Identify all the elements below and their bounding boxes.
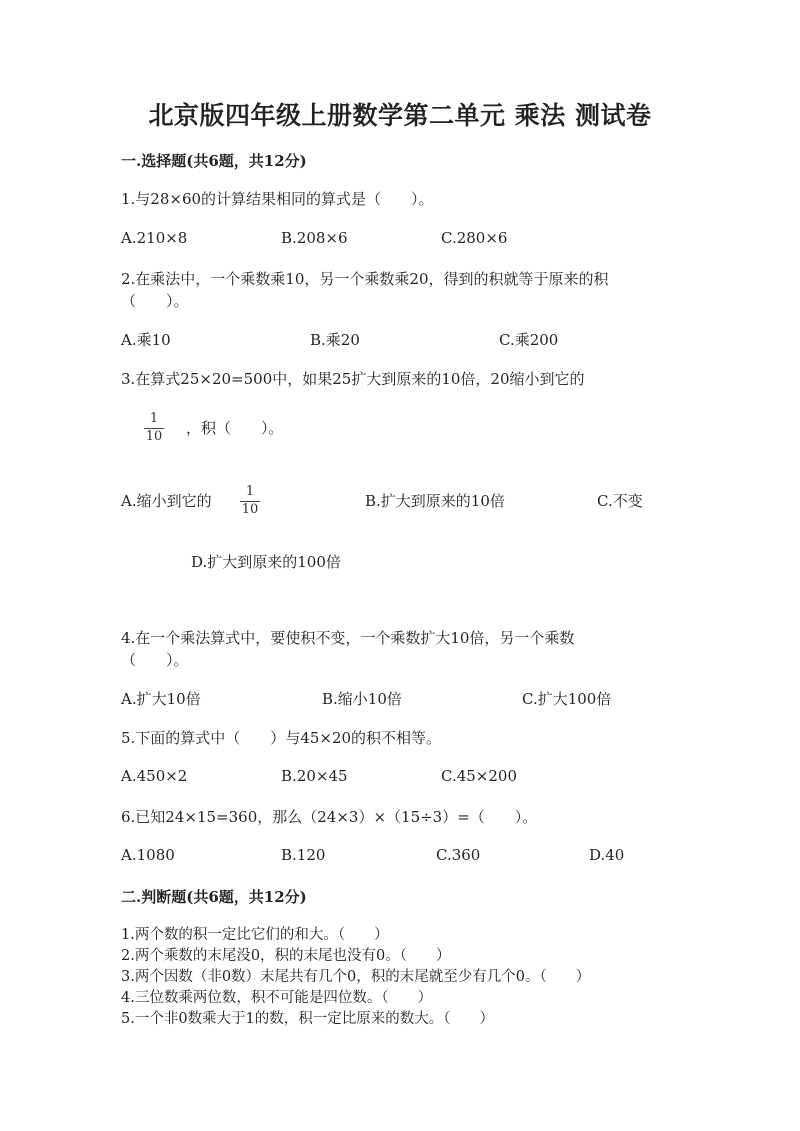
question-6-stem: 6.已知24×15=360，那么（24×3）×（15÷3）=（ ）。 xyxy=(121,808,538,826)
question-3-stem-line1: 3.在算式25×20=500中，如果25扩大到原来的10倍，20缩小到它的 xyxy=(121,370,585,388)
fraction-denominator: 10 xyxy=(145,429,163,444)
section-2-heading: 二.判断题(共6题，共12分) xyxy=(121,888,307,906)
question-3-option-a-fraction xyxy=(240,485,260,517)
question-4-stem-line2: （ ）。 xyxy=(121,651,189,669)
question-6-option-b[interactable]: B.120 xyxy=(281,846,326,864)
question-5-option-a[interactable]: A.450×2 xyxy=(121,767,188,785)
question-2-stem-line1: 2.在乘法中，一个乘数乘10，另一个乘数乘20，得到的积就等于原来的积 xyxy=(121,270,609,288)
judge-item-5: 5.一个非0数乘大于1的数，积一定比原来的数大。（ ） xyxy=(121,1011,495,1027)
question-4-option-a[interactable]: A.扩大10倍 xyxy=(121,690,201,708)
question-3-option-d[interactable]: D.扩大到原来的100倍 xyxy=(191,553,341,571)
question-3-option-b[interactable]: B.扩大到原来的10倍 xyxy=(365,492,505,510)
fraction-numerator: 1 xyxy=(245,484,255,499)
question-1-option-a[interactable]: A.210×8 xyxy=(121,229,188,247)
question-5-stem: 5.下面的算式中（ ）与45×20的积不相等。 xyxy=(121,729,442,747)
fraction-denominator: 10 xyxy=(241,502,259,517)
question-4-stem-line1: 4.在一个乘法算式中，要使积不变，一个乘数扩大10倍，另一个乘数 xyxy=(121,629,575,647)
judge-item-2: 2.两个乘数的末尾没0，积的末尾也没有0。（ ） xyxy=(121,948,451,964)
question-1-stem: 1.与28×60的计算结果相同的算式是（ ）。 xyxy=(121,190,434,208)
question-5-option-b[interactable]: B.20×45 xyxy=(281,767,348,785)
question-3-option-c[interactable]: C.不变 xyxy=(597,492,643,510)
question-2-stem-line2: （ ）。 xyxy=(121,292,189,310)
question-6-option-a[interactable]: A.1080 xyxy=(121,846,175,864)
question-6-option-d[interactable]: D.40 xyxy=(589,846,625,864)
question-1-option-c[interactable]: C.280×6 xyxy=(441,229,508,247)
question-4-option-c[interactable]: C.扩大100倍 xyxy=(522,690,612,708)
judge-item-4: 4.三位数乘两位数，积不可能是四位数。（ ） xyxy=(121,990,433,1006)
question-2-option-b[interactable]: B.乘20 xyxy=(310,331,360,349)
question-3-stem-tail: ，积（ ）。 xyxy=(186,419,284,437)
section-1-heading: 一.选择题(共6题，共12分) xyxy=(121,152,307,170)
question-4-option-b[interactable]: B.缩小10倍 xyxy=(322,690,402,708)
judge-item-1: 1.两个数的积一定比它们的和大。（ ） xyxy=(121,927,389,943)
fraction-numerator: 1 xyxy=(149,411,159,426)
question-3-fraction xyxy=(144,412,164,444)
question-3-option-a[interactable]: A.缩小到它的 xyxy=(121,492,212,510)
judge-item-3: 3.两个因数（非0数）末尾共有几个0，积的末尾就至少有几个0。（ ） xyxy=(121,969,591,985)
page-title: 北京版四年级上册数学第二单元 乘法 测试卷 xyxy=(148,101,652,130)
question-2-option-a[interactable]: A.乘10 xyxy=(121,331,171,349)
question-1-option-b[interactable]: B.208×6 xyxy=(281,229,348,247)
question-2-option-c[interactable]: C.乘200 xyxy=(499,331,559,349)
question-5-option-c[interactable]: C.45×200 xyxy=(441,767,517,785)
question-6-option-c[interactable]: C.360 xyxy=(436,846,481,864)
